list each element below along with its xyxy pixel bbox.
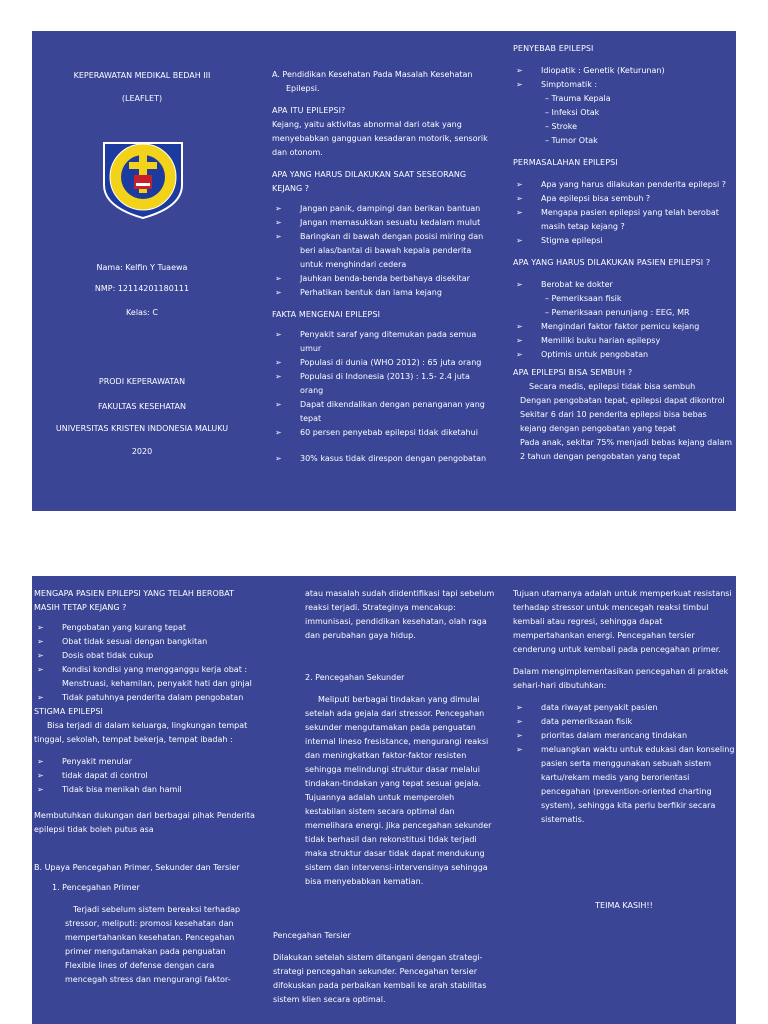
pasien-list-cont xyxy=(513,320,735,362)
author-class: Kelas: C xyxy=(126,308,158,317)
author-nmp: NMP: 12114201180111 xyxy=(94,284,190,293)
intro-column xyxy=(272,68,494,511)
course-title: KEPERAWATAN MEDIKAL BEDAH III xyxy=(73,71,211,80)
list-item: ➢ Baringkan di bawah dengan posisi miring dan beri alas/bantal di bawah kepala penderita untuk menghindari cedera xyxy=(272,230,494,272)
list-item: ➢ Jangan memasukkan sesuatu kedalam mulut xyxy=(272,216,494,230)
stigma-list xyxy=(34,755,258,797)
list-item: ➢ Idiopatik : Genetik (Keturunan) xyxy=(513,64,735,78)
sembuh-line: 2 tahun dengan pengobatan yang tepat xyxy=(520,452,681,461)
list-item: ➢ Penyakit saraf yang ditemukan pada semua umur xyxy=(272,328,494,356)
list-item: ➢ Dapat dikendalikan dengan penanganan yang tepat xyxy=(272,398,494,426)
list-item: ➢ Stigma epilepsi xyxy=(513,234,735,248)
list-item: ➢ data pemeriksaan fisik xyxy=(513,715,735,729)
fakta-heading: FAKTA MENGENAI EPILEPSI xyxy=(272,310,381,319)
list-item: ➢ prioritas dalam merancang tindakan xyxy=(513,729,735,743)
list-item: ➢ Populasi di dunia (WHO 2012) : 65 juta orang xyxy=(272,356,494,370)
stigma-heading: STIGMA EPILEPSI xyxy=(34,707,103,716)
list-item: ➢ Perhatikan bentuk dan lama kejang xyxy=(272,286,494,300)
pasien-sub-item: – Pemeriksaan penunjang : EEG, MR xyxy=(545,308,690,317)
section-a-heading-cont: Epilepsi. xyxy=(286,84,320,93)
list-item: ➢ Apa yang harus dilakukan penderita epilepsi ? xyxy=(513,178,735,192)
closing-thanks: TEIMA KASIH!! xyxy=(595,901,653,910)
pasien-sub-item: – Pemeriksaan fisik xyxy=(545,294,622,303)
dilakukan-heading: APA YANG HARUS DILAKUKAN SAAT SESEORANG KEJANG ? xyxy=(272,170,467,193)
list-item: ➢ Apa epilepsi bisa sembuh ? xyxy=(513,192,735,206)
program-name: PRODI KEPERAWATAN xyxy=(98,377,186,386)
sembuh-line: Sekitar 6 dari 10 penderita epilepsi bisa bebas xyxy=(520,410,707,419)
mengapa-heading: MENGAPA PASIEN EPILEPSI YANG TELAH BEROBAT MASIH TETAP KEJANG ? xyxy=(34,589,235,612)
list-item: ➢ Jangan panik, dampingi dan berikan bantuan xyxy=(272,202,494,216)
sekunder-text: Meliputi berbagai tindakan yang dimulai setelah ada gejala dari stressor. Pencegahan sekunder mengutamakan pada penguatan internal lineso fresistance, mengurangi reaksi dan meningkatkan faktor-faktor resisten sehingga melindungi struktur dasar melalui tindakan-tindakan yang tepat sesuai gejala. Tujuannya adalah untuk memperoleh kestabilan sistem secara optimal dan memelihara energi. Jika pencegahan sekunder tidak berhasil dan rekonstitusi tidak terjadi maka struktur dasar tidak dapat mendukung sistem dan intervensi-intervensinya sehingga bisa menyebabkan kematian. xyxy=(305,695,492,886)
cover-column xyxy=(32,31,252,511)
list-item: ➢ Dosis obat tidak cukup xyxy=(34,649,258,663)
list-item: ➢ Tidak bisa menikah dan hamil xyxy=(34,783,258,797)
penyebab-heading: PENYEBAB EPILEPSI xyxy=(513,44,594,53)
list-item: ➢ Tidak patuhnya penderita dalam pengobatan xyxy=(34,691,258,705)
primer-text-cont: atau masalah sudah diidentifikasi tapi sebelum reaksi terjadi. Strateginya mencakup: immunisasi, pendidikan kesehatan, olah raga dan perubahan gaya hidup. xyxy=(305,589,495,640)
list-item: ➢ Jauhkan benda-benda berbahaya disekitar xyxy=(272,272,494,286)
university-seal-icon xyxy=(96,135,190,221)
praktek-list xyxy=(513,701,735,827)
apa-itu-heading: APA ITU EPILEPSI? xyxy=(272,106,346,115)
list-item: ➢ meluangkan waktu untuk edukasi dan konseling pasien serta menggunakan sebuah sistem kartu/rekam medis yang berorientasi pencegahan (prevention-oriented charting system), sehingga kita perlu berfikir secara sistematis. xyxy=(513,743,735,827)
list-item: ➢ 60 persen penyebab epilepsi tidak diketahui xyxy=(272,426,494,440)
mengapa-list xyxy=(34,621,258,705)
sembuh-line: Secara medis, epilepsi tidak bisa sembuh xyxy=(529,382,696,391)
university-logo xyxy=(96,135,190,221)
sembuh-line: Dengan pengobatan tepat, epilepsi dapat dikontrol xyxy=(520,396,725,405)
university-name: UNIVERSITAS KRISTEN INDONESIA MALUKU xyxy=(55,424,229,433)
penyebab-sub-item: – Tumor Otak xyxy=(545,136,598,145)
dilakukan-list xyxy=(272,202,494,300)
dukungan-text: Membutuhkan dukungan dari berbagai pihak Penderita epilepsi tidak boleh putus asa xyxy=(34,811,255,834)
stigma-text: Bisa terjadi di dalam keluarga, lingkungan tempat tinggal, sekolah, tempat bekerja, tempat ibadah : xyxy=(34,721,248,744)
leaflet-page-inside xyxy=(32,576,736,1024)
pasien-list xyxy=(513,278,735,292)
stigma-column xyxy=(34,587,258,1024)
list-item: ➢ Optimis untuk pengobatan xyxy=(513,348,735,362)
primer-text: Terjadi sebelum sistem bereaksi terhadap stressor, meliputi: promosi kesehatan dan mempertahankan kesehatan. Pencegahan primer mengutamakan pada penguatan Flexible lines of defense dengan cara mencegah stress dan mengurangi faktor- xyxy=(65,905,241,984)
list-item: ➢ Pengobatan yang kurang tepat xyxy=(34,621,258,635)
fakta-list xyxy=(272,328,494,440)
list-item: ➢ Simptomatik : xyxy=(513,78,735,92)
list-item: ➢ Kondisi kondisi yang mengganggu kerja obat : Menstruasi, kehamilan, penyakit hati dan ginjal xyxy=(34,663,258,691)
faculty-name: FAKULTAS KESEHATAN xyxy=(98,402,186,411)
sembuh-line: Pada anak, sekitar 75% menjadi bebas kejang dalam xyxy=(520,438,733,447)
list-item: ➢ data riwayat penyakit pasien xyxy=(513,701,735,715)
sekunder-heading: 2. Pencegahan Sekunder xyxy=(305,673,405,682)
list-item: ➢ Populasi di Indonesia (2013) : 1.5- 2.4 juta orang xyxy=(272,370,494,398)
tersier-text: Dilakukan setelah sistem ditangani dengan strategi-strategi pencegahan sekunder. Pencegahan tersier difokuskan pada perbaikan kembali ke arah stabilitas sistem klien secara optimal. xyxy=(273,953,487,1004)
leaflet-label: (LEAFLET) xyxy=(121,94,163,103)
penyebab-sub-item: – Infeksi Otak xyxy=(545,108,600,117)
list-item: ➢ Penyakit menular xyxy=(34,755,258,769)
praktek-text: Dalam mengimplementasikan pencegahan di praktek sehari-hari dibutuhkan: xyxy=(513,667,729,690)
list-item: ➢ tidak dapat di control xyxy=(34,769,258,783)
tersier-heading: Pencegahan Tersier xyxy=(273,931,351,940)
section-b-heading: B. Upaya Pencegahan Primer, Sekunder dan Tersier xyxy=(34,863,240,872)
penyebab-sub-item: – Stroke xyxy=(545,122,578,131)
cause-column xyxy=(513,42,735,511)
primer-heading: 1. Pencegahan Primer xyxy=(52,883,140,892)
pasien-heading: APA YANG HARUS DILAKUKAN PASIEN EPILEPSI ? xyxy=(513,258,711,267)
list-item: ➢ Berobat ke dokter xyxy=(513,278,735,292)
permasalahan-list xyxy=(513,178,735,248)
penyebab-sub-item: – Trauma Kepala xyxy=(545,94,611,103)
tujuan-text: Tujuan utamanya adalah untuk memperkuat resistansi terhadap stressor untuk mencegah reaksi timbul kembali atau regresi, sehingga dapat mempertahankan energi. Pencegahan tersier cenderung untuk kembali pada pencegahan primer. xyxy=(513,589,732,654)
leaflet-page-outside xyxy=(32,31,736,511)
sembuh-line: kejang dengan pengobatan yang tepat xyxy=(520,424,676,433)
permasalahan-heading: PERMASALAHAN EPILEPSI xyxy=(513,158,618,167)
tersier-block xyxy=(273,929,495,1024)
implementation-column xyxy=(513,587,735,1024)
list-item: ➢ Obat tidak sesuai dengan bangkitan xyxy=(34,635,258,649)
section-a-heading: A. Pendidikan Kesehatan Pada Masalah Kesehatan xyxy=(272,70,473,79)
apa-itu-text: Kejang, yaitu aktivitas abnormal dari otak yang menyebabkan gangguan kesadaran motorik, sensorik dan otonom. xyxy=(272,120,488,157)
penyebab-list xyxy=(513,64,735,92)
list-item: ➢ Memiliki buku harian epilepsy xyxy=(513,334,735,348)
fakta-list-extra xyxy=(272,452,494,466)
list-item: ➢ Mengapa pasien epilepsi yang telah berobat masih tetap kejang ? xyxy=(513,206,735,234)
year: 2020 xyxy=(131,447,153,456)
list-item: ➢ Mengindari faktor faktor pemicu kejang xyxy=(513,320,735,334)
author-name: Nama: Kelfin Y Tuaewa xyxy=(96,263,188,272)
sembuh-heading: APA EPILEPSI BISA SEMBUH ? xyxy=(513,368,633,377)
list-item: ➢ 30% kasus tidak direspon dengan pengobatan xyxy=(272,452,494,466)
